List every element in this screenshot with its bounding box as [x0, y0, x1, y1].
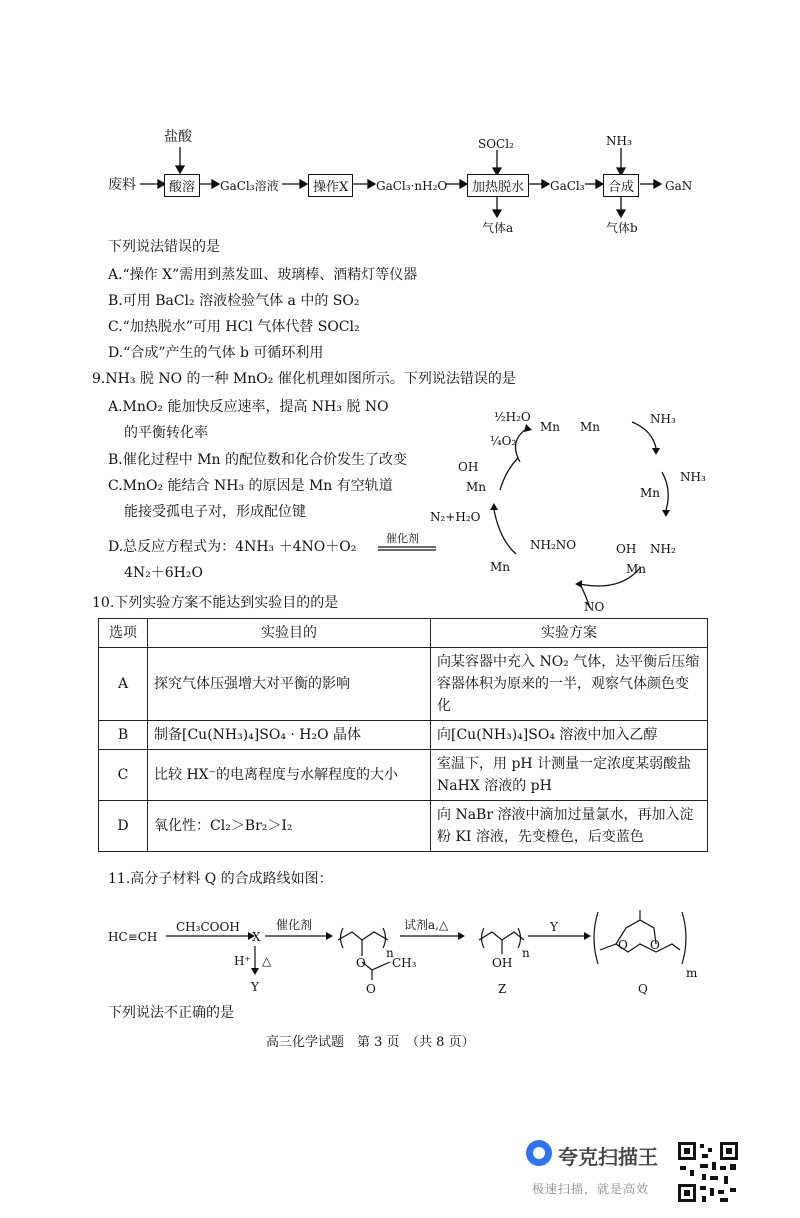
- acetylene-label: HC≡CH: [108, 930, 158, 944]
- h-plus-label: H⁺: [234, 954, 251, 968]
- y-label-2: Y: [550, 920, 558, 934]
- header-option: 选项: [99, 619, 148, 648]
- q11-synthesis-route: [100, 900, 710, 1000]
- row-a-option: A: [99, 648, 148, 721]
- o-label-2: O: [366, 982, 376, 996]
- q9-option-d-line2: 4N₂＋6H₂O: [124, 565, 203, 581]
- gacl3-hydrate-label: GaCl₃·nH₂O: [376, 179, 448, 193]
- row-c-plan: 室温下，用 pH 计测量一定浓度某弱酸盐 NaHX 溶液的 pH: [431, 750, 708, 801]
- n-label-1: n: [386, 946, 394, 960]
- q9-option-a-line1: A.MnO₂ 能加快反应速率，提高 NH₃ 脱 NO: [108, 399, 389, 415]
- row-c-purpose: 比较 HX⁻的电离程度与水解程度的大小: [148, 750, 431, 801]
- cycle-nh3: NH₃: [650, 412, 676, 426]
- synthesis-box: 合成: [603, 174, 639, 197]
- qr-code-icon: [676, 1140, 740, 1204]
- q9-option-c-line2: 能接受孤电子对，形成配位键: [124, 504, 306, 520]
- operation-x-box: 操作X: [308, 174, 353, 197]
- catalyst-label: 催化剂: [276, 918, 313, 932]
- table-row: [99, 750, 708, 801]
- header-purpose: 实验目的: [148, 619, 431, 648]
- cycle-arrows: [430, 400, 720, 615]
- acid-dissolve-box: 酸溶: [164, 174, 200, 197]
- q8-option-b: B.可用 BaCl₂ 溶液检验气体 a 中的 SO₂: [108, 293, 360, 309]
- ch3-label: CH₃: [392, 956, 417, 970]
- reagent-label: 试剂a,△: [404, 918, 449, 932]
- z-label: Z: [498, 982, 507, 996]
- row-d-option: D: [99, 801, 148, 852]
- q-label: Q: [638, 982, 648, 996]
- q9-catalyst-label: 催化剂: [386, 532, 419, 545]
- row-d-plan: 向 NaBr 溶液中滴加过量氯水，再加入淀粉 KI 溶液，先变橙色，后变蓝色: [431, 801, 708, 852]
- table-row: [99, 721, 708, 750]
- cycle-half-h2o: ½H₂O: [494, 410, 531, 424]
- cycle-mn-top2: Mn: [580, 420, 601, 434]
- q9-stem: 9.NH₃ 脱 NO 的一种 MnO₂ 催化机理如图所示。下列说法错误的是: [92, 371, 516, 387]
- heat-dehydrate-box: 加热脱水: [467, 174, 529, 197]
- watermark-slogan: 极速扫描，就是高效: [532, 1182, 650, 1196]
- header-plan: 实验方案: [431, 619, 708, 648]
- row-d-purpose: 氧化性：Cl₂＞Br₂＞I₂: [148, 801, 431, 852]
- o-label-1: O: [356, 956, 366, 970]
- cycle-mn-bottom-right: Mn: [626, 562, 647, 576]
- flowchart-arrows: [0, 0, 800, 245]
- q8-stem: 下列说法错误的是: [108, 239, 220, 255]
- page-footer: 高三化学试题 第 3 页 （共 8 页）: [266, 1035, 475, 1050]
- q11-stem: 11.高分子材料 Q 的合成路线如图：: [108, 871, 333, 887]
- table-row: [99, 801, 708, 852]
- m-label: m: [686, 966, 698, 980]
- waste-label: 废料: [108, 177, 136, 193]
- quark-logo-icon: [526, 1140, 552, 1166]
- delta-label: △: [262, 954, 272, 968]
- row-b-option: B: [99, 721, 148, 750]
- cycle-mn-right: Mn: [640, 486, 661, 500]
- gas-b-label: 气体b: [606, 221, 638, 235]
- q9-option-c-line1: C.MnO₂ 能结合 NH₃ 的原因是 Mn 有空轨道: [108, 478, 393, 494]
- ch3cooh-label: CH₃COOH: [176, 920, 240, 934]
- oh-label: OH: [492, 956, 513, 970]
- row-b-plan: 向[Cu(NH₃)₄]SO₄ 溶液中加入乙醇: [431, 721, 708, 750]
- o-label-4: O: [650, 938, 660, 952]
- cycle-oh-left: OH: [458, 460, 479, 474]
- q8-option-a: A.“操作 X”需用到蒸发皿、玻璃棒、酒精灯等仪器: [108, 267, 418, 283]
- socl2-label: SOCl₂: [478, 137, 514, 151]
- q11-question: 下列说法不正确的是: [108, 1005, 234, 1021]
- y-label-1: Y: [251, 980, 259, 994]
- cycle-oh-bottom: OH: [616, 542, 637, 556]
- watermark-brand: 夸克扫描王: [558, 1145, 658, 1169]
- cycle-mn-bottom-left: Mn: [490, 560, 511, 574]
- n-label-2: n: [522, 946, 530, 960]
- x-label: X: [252, 930, 261, 944]
- gan-label: GaN: [665, 179, 693, 193]
- q10-stem: 10.下列实验方案不能达到实验目的的是: [92, 595, 339, 611]
- q9-option-a-line2: 的平衡转化率: [124, 425, 208, 441]
- row-c-option: C: [99, 750, 148, 801]
- cycle-mn-left: Mn: [466, 480, 487, 494]
- table-header-row: [99, 619, 708, 648]
- hcl-label: 盐酸: [164, 129, 192, 145]
- q8-option-d: D.“合成”产生的气体 b 可循环利用: [108, 345, 324, 361]
- q9-option-d-line1: D.总反应方程式为：4NH₃ ＋4NO＋O₂: [108, 539, 357, 555]
- nh3-label: NH₃: [606, 134, 632, 148]
- table-row: [99, 648, 708, 721]
- cycle-n2-h2o: N₂+H₂O: [430, 510, 481, 524]
- cycle-nh3-right: NH₃: [680, 470, 706, 484]
- q8-option-c: C.“加热脱水”可用 HCl 气体代替 SOCl₂: [108, 319, 360, 335]
- cycle-quarter-o2: ¼O₂: [490, 434, 517, 448]
- gas-a-label: 气体a: [482, 221, 514, 235]
- cycle-nh2: NH₂: [650, 542, 676, 556]
- cycle-no: NO: [584, 600, 605, 614]
- q9-option-b: B.催化过程中 Mn 的配位数和化合价发生了改变: [108, 452, 407, 468]
- row-b-purpose: 制备[Cu(NH₃)₄]SO₄ · H₂O 晶体: [148, 721, 431, 750]
- gacl3-solution-label: GaCl₃溶液: [220, 179, 279, 193]
- gacl3-label: GaCl₃: [550, 179, 585, 193]
- row-a-plan: 向某容器中充入 NO₂ 气体，达平衡后压缩容器体积为原来的一半，观察气体颜色变化: [431, 648, 708, 721]
- o-label-3: O: [618, 938, 628, 952]
- catalytic-cycle-diagram: [430, 400, 720, 615]
- cycle-mn-top: Mn: [540, 420, 561, 434]
- row-a-purpose: 探究气体压强增大对平衡的影响: [148, 648, 431, 721]
- experiment-table: [98, 618, 708, 852]
- cycle-nh2no: NH₂NO: [530, 538, 577, 552]
